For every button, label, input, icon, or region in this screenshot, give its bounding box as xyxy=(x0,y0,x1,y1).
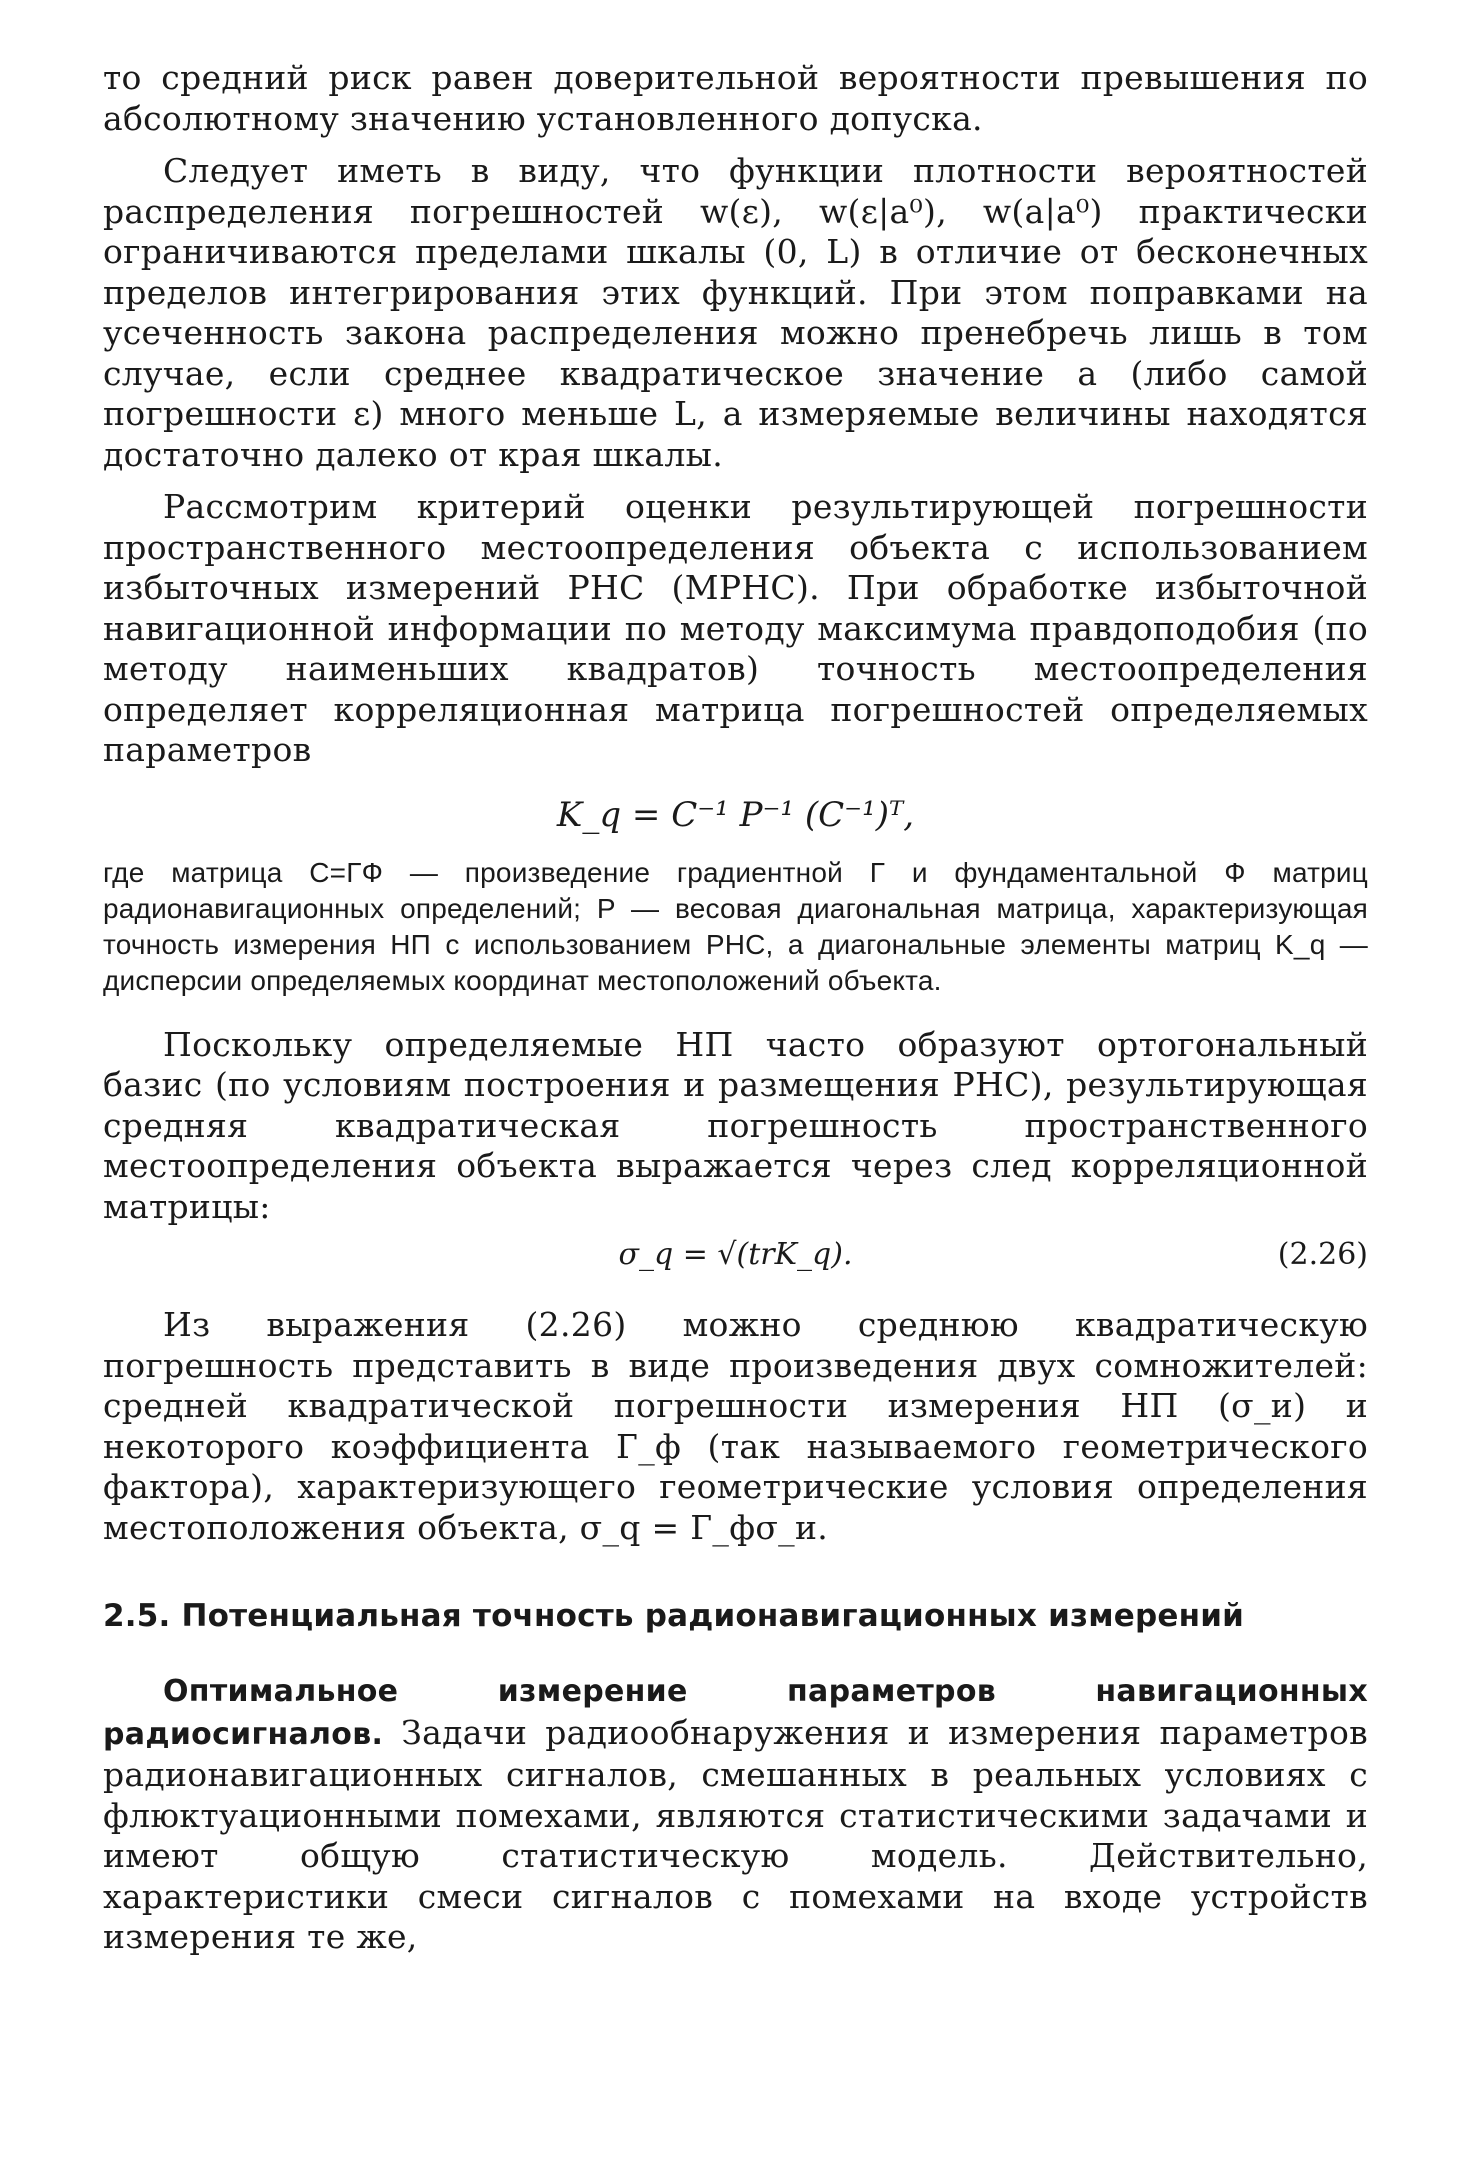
equation-number: (2.26) xyxy=(1277,1237,1368,1272)
paragraph-6: Из выражения (2.26) можно среднюю квадратическую погрешность представить в виде произведения двух сомножителей: средней квадратической погрешности измерения НП (σ_и) и некоторого коэффициента Г_ф (так называемого геометрического фактора), характеризующего геометрические условия определения местоположения объекта, σ_q = Г_фσ_и. xyxy=(103,1305,1368,1547)
paragraph-7-text: Задачи радиообнаружения и измерения параметров радионавигационных сигналов, смешанных в реальных условиях с флюктуационными помехами, являются статистическими задачами и имеют общую статистическую модель. Действительно, характеристики смеси сигналов с помехами на входе устройств измерения те же, xyxy=(103,1712,1368,1956)
formula-correlation-matrix: K_q = C⁻¹ P⁻¹ (C⁻¹)ᵀ, xyxy=(556,794,915,835)
section-heading: 2.5. Потенциальная точность радионавигационных измерений xyxy=(103,1598,1245,1634)
paragraph-7-lead: Оптимальное измерение параметров навигационных радиосигналов. xyxy=(103,1674,1368,1752)
paragraph-3: Рассмотрим критерий оценки результирующей погрешности пространственного местоопределения объекта с использованием избыточных измерений РНС (МРНС). При обработке избыточной навигационной информации по методу максимума правдоподобия (по методу наименьших квадратов) точность местоопределения определяет корреляционная матрица погрешностей определяемых параметров xyxy=(103,487,1368,769)
document-page xyxy=(103,58,1368,1958)
paragraph-7 xyxy=(103,1670,1368,1958)
formula-2-26 xyxy=(103,1235,1368,1275)
paragraph-4-definitions: где матрица C=ГФ — произведение градиентной Г и фундаментальной Ф матриц радионавигационных определений; P — весовая диагональная матрица, характеризующая точность измерения НП с использованием РНС, а диагональные элементы матриц K_q — дисперсии определяемых координат местоположений объекта. xyxy=(103,856,1368,996)
paragraph-1: то средний риск равен доверительной вероятности превышения по абсолютному значению установленного допуска. xyxy=(103,58,1368,138)
paragraph-5: Поскольку определяемые НП часто образуют ортогональный базис (по условиям построения и размещения РНС), результирующая средняя квадратическая погрешность пространственного местоопределения объекта выражается через след корреляционной матрицы: xyxy=(103,1024,1368,1226)
paragraph-2: Следует иметь в виду, что функции плотности вероятностей распределения погрешностей w(ε), w(ε|a⁰), w(a|a⁰) практически ограничиваются пределами шкалы (0, L) в отличие от бесконечных пределов интегрирования этих функций. При этом поправками на усеченность закона распределения можно пренебречь лишь в том случае, если среднее квадратическое значение a (либо самой погрешности ε) много меньше L, а измеряемые величины находятся достаточно далеко от края шкалы. xyxy=(103,151,1368,474)
formula-2-26-expression: σ_q = √(trK_q). xyxy=(618,1237,853,1272)
